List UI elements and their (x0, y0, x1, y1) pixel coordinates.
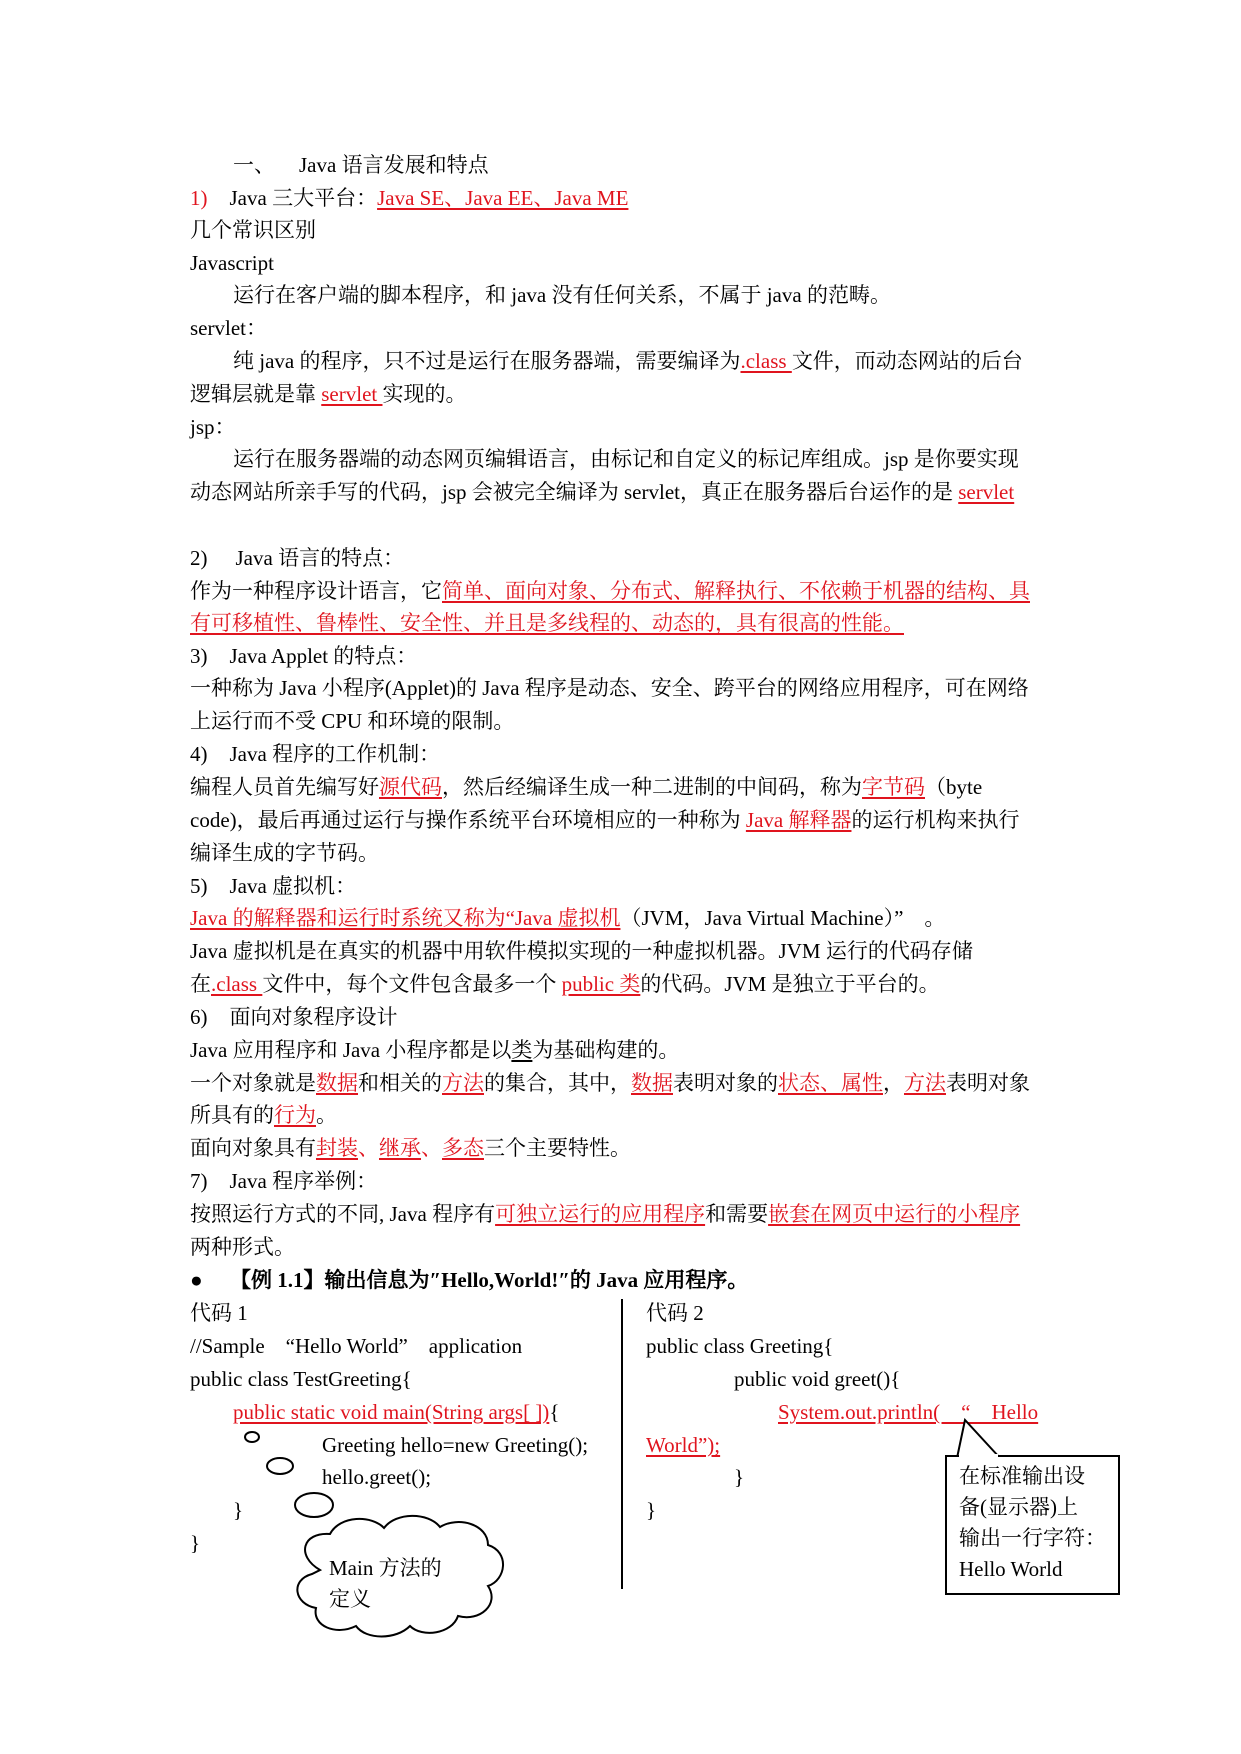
code2-line-2: public void greet(){ (734, 1367, 901, 1391)
code2-line-1: public class Greeting{ (646, 1334, 834, 1358)
servlet-term: servlet： (190, 316, 267, 340)
common-sense-heading: 几个常识区别 (190, 218, 316, 242)
item-3-title: Java Applet 的特点： (229, 644, 418, 668)
item-4-title: Java 程序的工作机制： (229, 742, 441, 766)
jvm-highlight: Java 的解释器和运行时系统又称为“Java 虚拟机 (190, 906, 621, 930)
example-title: 【例 1.1】输出信息为″Hello,World!″的 Java 应用程序。 (230, 1268, 749, 1292)
class-file-highlight: .class (740, 349, 792, 373)
servlet-highlight: servlet (958, 480, 1015, 504)
code1-line-4: Greeting hello=new Greeting(); (322, 1433, 589, 1457)
text: 在 (190, 972, 211, 996)
callout-line-4: Hello World (959, 1557, 1063, 1581)
callout-line-1: 在标准输出设 (959, 1464, 1085, 1488)
text: 作为一种程序设计语言，它 (190, 579, 442, 603)
item-5-line-2: Java 虚拟机是在真实的机器中用软件模拟实现的一种虚拟机器。JVM 运行的代码存储 (190, 939, 973, 963)
code1-line-7: } (190, 1531, 201, 1555)
state-highlight: 状态、属性 (778, 1071, 883, 1095)
item-3-line-2: 上运行而不受 CPU 和环境的限制。 (190, 709, 515, 733)
callout-pointer (957, 1420, 1000, 1458)
jsp-desc-1: 运行在服务器端的动态网页编辑语言，由标记和自定义的标记库组成。jsp 是你要实现 (233, 447, 1019, 471)
text: 的集合，其中， (484, 1071, 631, 1095)
text: 的代码。JVM 是独立于平台的。 (640, 972, 940, 996)
text: （byte (925, 775, 983, 799)
item-3-line-1: 一种称为 Java 小程序(Applet)的 Java 程序是动态、安全、跨平台的网络应用程序，可在网络 (190, 676, 1029, 700)
heading-title: Java 语言发展和特点 (299, 153, 489, 177)
text: ，然后经编译生成一种二进制的中间码，称为 (442, 775, 862, 799)
item-2-title: Java 语言的特点： (235, 546, 405, 570)
text: 逻辑层就是靠 (190, 382, 322, 406)
text: 文件中，每个文件包含最多一个 (262, 972, 562, 996)
item-7-title: Java 程序举例： (229, 1169, 378, 1193)
callout-line-3: 输出一行字符： (959, 1526, 1106, 1550)
code2-label: 代码 2 (646, 1301, 704, 1325)
application-highlight: 可独立运行的应用程序 (495, 1202, 706, 1226)
item-7-line-2: 两种形式。 (190, 1235, 295, 1259)
main-method-highlight: public static void main(String args[ ]) (233, 1400, 550, 1424)
interpreter-highlight: Java 解释器 (745, 808, 852, 832)
separator: 、 (421, 1136, 442, 1160)
item-1-number: 1) (190, 186, 208, 210)
source-code-highlight: 源代码 (379, 775, 442, 799)
bullet: ● (190, 1268, 203, 1292)
text: 表明对象的 (673, 1071, 778, 1095)
behavior-highlight: 行为 (274, 1103, 316, 1127)
applet-highlight: 嵌套在网页中运行的小程序 (768, 1202, 1021, 1226)
text: Java 应用程序和 Java 小程序都是以 (190, 1038, 512, 1062)
text: 。 (316, 1103, 337, 1127)
println-highlight: World”); (646, 1433, 721, 1457)
jsp-term: jsp： (190, 415, 236, 439)
item-4-number: 4) (190, 742, 208, 766)
cloud-line-1: Main 方法的 (329, 1556, 442, 1580)
class-underlined: 类 (511, 1038, 533, 1062)
output-callout (945, 1455, 1120, 1595)
text: 面向对象具有 (190, 1136, 316, 1160)
javascript-desc: 运行在客户端的脚本程序，和 java 没有任何关系，不属于 java 的范畴。 (233, 283, 891, 307)
method-highlight: 方法 (442, 1071, 484, 1095)
features-highlight: 简单、面向对象、分布式、解释执行、不依赖于机器的结构、具 (442, 579, 1030, 603)
class-file-highlight: .class (211, 972, 263, 996)
text: 的运行机构来执行 (851, 808, 1020, 832)
callout-line-2: 备(显示器)上 (959, 1495, 1078, 1519)
text: 为基础构建的。 (532, 1038, 680, 1062)
thought-bubble-medium (267, 1458, 293, 1474)
code2-line-5: } (734, 1465, 745, 1489)
code1-line-1: //Sample “Hello World” application (190, 1334, 523, 1358)
encapsulation-highlight: 封装 (316, 1136, 358, 1160)
code1-line-2: public class TestGreeting{ (190, 1367, 412, 1391)
text: 一个对象就是 (190, 1071, 316, 1095)
callout-pointer-gap (959, 1454, 998, 1458)
features-highlight: 有可移植性、鲁棒性、安全性、并且是多线程的、动态的，具有很高的性能。 (190, 611, 904, 635)
polymorphism-highlight: 多态 (442, 1136, 484, 1160)
text: 表明对象 (946, 1071, 1030, 1095)
data-highlight: 数据 (316, 1071, 358, 1095)
item-6-title: 面向对象程序设计 (229, 1005, 398, 1029)
item-2-number: 2) (190, 546, 208, 570)
heading-number: 一、 (233, 153, 275, 177)
text: 三个主要特性。 (484, 1136, 631, 1160)
text: （JVM，Java Virtual Machine）” 。 (620, 906, 946, 930)
text: 纯 java 的程序，只不过是运行在服务器端，需要编译为 (233, 349, 741, 373)
cloud-line-2: 定义 (329, 1587, 371, 1611)
code1-line-5: hello.greet(); (322, 1465, 432, 1489)
item-4-line-3: 编译生成的字节码。 (190, 841, 379, 865)
text: ， (883, 1071, 904, 1095)
code1-line-6: } (233, 1498, 244, 1522)
text: 和需要 (705, 1202, 769, 1226)
code2-line-6: } (646, 1498, 657, 1522)
item-5-number: 5) (190, 874, 208, 898)
code1-label: 代码 1 (190, 1301, 248, 1325)
text: 和相关的 (358, 1071, 442, 1095)
text: 按照运行方式的不同, Java 程序有 (190, 1202, 496, 1226)
thought-bubble-large (295, 1493, 333, 1517)
servlet-highlight: servlet (321, 382, 383, 406)
item-6-number: 6) (190, 1005, 208, 1029)
text: { (549, 1400, 560, 1424)
separator: 、 (358, 1136, 379, 1160)
method-highlight: 方法 (904, 1071, 946, 1095)
item-1-platforms: Java SE、Java EE、Java ME (377, 186, 629, 210)
item-7-number: 7) (190, 1169, 208, 1193)
item-5-title: Java 虚拟机： (229, 874, 357, 898)
public-class-highlight: public 类 (561, 972, 641, 996)
text: 实现的。 (382, 382, 467, 406)
text: 文件，而动态网站的后台 (791, 349, 1023, 373)
text: 动态网站所亲手写的代码，jsp 会被完全编译为 servlet，真正在服务器后台运作的是 (190, 480, 959, 504)
thought-bubble-small (245, 1432, 259, 1442)
item-3-number: 3) (190, 644, 208, 668)
inheritance-highlight: 继承 (379, 1136, 421, 1160)
cloud-label (329, 1553, 442, 1615)
text: 编程人员首先编写好 (190, 775, 379, 799)
text: 所具有的 (190, 1103, 274, 1127)
bytecode-highlight: 字节码 (862, 775, 925, 799)
item-1-lead: Java 三大平台： (229, 186, 378, 210)
println-highlight: System.out.println( “ Hello (778, 1400, 1039, 1424)
text: code)，最后再通过运行与操作系统平台环境相应的一种称为 (190, 808, 746, 832)
data-highlight: 数据 (631, 1071, 673, 1095)
javascript-term: Javascript (190, 251, 274, 275)
